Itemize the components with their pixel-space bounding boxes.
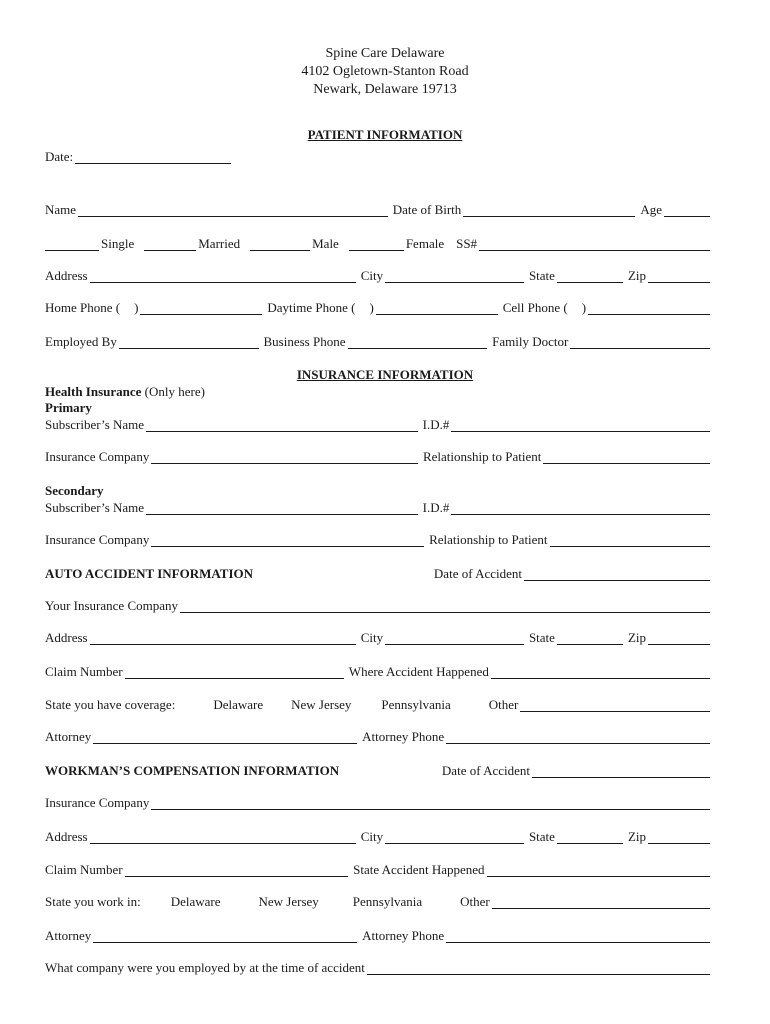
auto-where-label: Where Accident Happened xyxy=(348,664,489,679)
address-label: Address xyxy=(45,268,88,283)
workman-company-row xyxy=(45,794,712,810)
home-phone-field[interactable] xyxy=(140,302,262,315)
primary-subscriber-row xyxy=(45,416,712,432)
primary-id-label: I.D.# xyxy=(422,417,450,432)
coverage-new-jersey[interactable]: New Jersey xyxy=(291,697,352,712)
auto-claim-label: Claim Number xyxy=(45,664,123,679)
only-here-label: (Only here) xyxy=(144,384,205,399)
work-delaware[interactable]: Delaware xyxy=(170,894,221,909)
workman-attorney-field[interactable] xyxy=(93,930,357,943)
coverage-label: State you have coverage: xyxy=(45,697,176,712)
workman-company-field[interactable] xyxy=(151,797,710,810)
date-label: Date: xyxy=(45,149,74,164)
address-field[interactable] xyxy=(90,270,356,283)
ss-label: SS# xyxy=(456,236,478,251)
female-label: Female xyxy=(405,236,445,251)
practice-name: Spine Care Delaware xyxy=(325,46,445,61)
primary-label: Primary xyxy=(45,400,92,415)
auto-accident-heading: AUTO ACCIDENT INFORMATION xyxy=(45,566,254,581)
practice-street: 4102 Ogletown-Stanton Road xyxy=(301,64,469,79)
workman-date-field[interactable] xyxy=(532,765,710,778)
marital-row xyxy=(45,235,712,251)
auto-claim-field[interactable] xyxy=(125,666,344,679)
daytime-paren: ) xyxy=(369,300,374,315)
primary-relationship-label: Relationship to Patient xyxy=(422,449,542,464)
secondary-subscriber-label: Subscriber’s Name xyxy=(45,500,145,515)
state-field[interactable] xyxy=(557,270,623,283)
primary-relationship-field[interactable] xyxy=(543,451,710,464)
workman-attorney-row xyxy=(45,927,712,943)
workman-employer-row xyxy=(45,959,712,975)
auto-claim-row xyxy=(45,663,712,679)
date-row xyxy=(45,148,233,164)
secondary-id-label: I.D.# xyxy=(422,500,450,515)
workman-state-happened-field[interactable] xyxy=(487,864,710,877)
primary-id-field[interactable] xyxy=(451,419,710,432)
age-label: Age xyxy=(640,202,662,217)
family-doctor-field[interactable] xyxy=(570,336,710,349)
business-phone-field[interactable] xyxy=(348,336,488,349)
single-field[interactable] xyxy=(45,238,99,251)
auto-attorney-label: Attorney xyxy=(45,729,92,744)
dob-field[interactable] xyxy=(463,204,635,217)
cell-phone-label: Cell Phone ( xyxy=(502,300,568,315)
home-paren: ) xyxy=(134,300,139,315)
business-phone-label: Business Phone xyxy=(263,334,346,349)
name-row xyxy=(45,201,712,217)
auto-zip-field[interactable] xyxy=(648,632,710,645)
workman-employer-label: What company were you employed by at the time of accident xyxy=(45,960,365,975)
auto-date-label: Date of Accident xyxy=(433,566,522,581)
workman-zip-field[interactable] xyxy=(648,831,710,844)
workman-city-label: City xyxy=(360,829,384,844)
dob-label: Date of Birth xyxy=(392,202,462,217)
workman-state-field[interactable] xyxy=(557,831,623,844)
workman-work-state-row xyxy=(45,893,712,909)
auto-state-field[interactable] xyxy=(557,632,623,645)
single-label: Single xyxy=(101,236,135,251)
married-label: Married xyxy=(198,236,241,251)
auto-attorney-row xyxy=(45,728,712,744)
employment-row xyxy=(45,333,712,349)
secondary-company-field[interactable] xyxy=(151,534,424,547)
employed-by-label: Employed By xyxy=(45,334,117,349)
male-label: Male xyxy=(312,236,339,251)
date-field[interactable] xyxy=(75,151,231,164)
daytime-phone-label: Daytime Phone ( xyxy=(267,300,356,315)
age-field[interactable] xyxy=(664,204,710,217)
workman-attorney-phone-field[interactable] xyxy=(446,930,710,943)
work-other-label: Other xyxy=(460,894,490,909)
auto-attorney-phone-field[interactable] xyxy=(446,731,710,744)
name-label: Name xyxy=(45,202,77,217)
auto-city-label: City xyxy=(360,630,384,645)
health-insurance-heading xyxy=(45,384,205,400)
name-field[interactable] xyxy=(78,204,388,217)
male-field[interactable] xyxy=(250,238,310,251)
auto-address-label: Address xyxy=(45,630,88,645)
workman-attorney-phone-label: Attorney Phone xyxy=(362,928,445,943)
workman-employer-field[interactable] xyxy=(367,962,710,975)
workman-zip-label: Zip xyxy=(627,829,646,844)
auto-coverage-row xyxy=(45,696,712,712)
workman-claim-label: Claim Number xyxy=(45,862,123,877)
secondary-subscriber-field[interactable] xyxy=(146,502,418,515)
cell-paren: ) xyxy=(581,300,587,315)
auto-attorney-phone-label: Attorney Phone xyxy=(362,729,445,744)
city-field[interactable] xyxy=(385,270,524,283)
auto-city-field[interactable] xyxy=(385,632,524,645)
workman-address-row xyxy=(45,828,712,844)
coverage-pennsylvania[interactable]: Pennsylvania xyxy=(381,697,451,712)
primary-subscriber-label: Subscriber’s Name xyxy=(45,417,145,432)
workman-state-happened-label: State Accident Happened xyxy=(353,862,485,877)
auto-address-row xyxy=(45,629,712,645)
workman-address-label: Address xyxy=(45,829,88,844)
workman-date-label: Date of Accident xyxy=(441,763,530,778)
primary-company-label: Insurance Company xyxy=(45,449,150,464)
workman-company-label: Insurance Company xyxy=(45,795,150,810)
auto-zip-label: Zip xyxy=(627,630,646,645)
state-label: State xyxy=(528,268,555,283)
secondary-label: Secondary xyxy=(45,483,104,498)
family-doctor-label: Family Doctor xyxy=(492,334,569,349)
workman-state-label: State xyxy=(528,829,555,844)
auto-company-label: Your Insurance Company xyxy=(45,598,178,613)
secondary-company-row xyxy=(45,531,712,547)
workman-attorney-label: Attorney xyxy=(45,928,92,943)
auto-heading-row xyxy=(45,565,712,581)
secondary-relationship-label: Relationship to Patient xyxy=(429,532,548,547)
female-field[interactable] xyxy=(349,238,404,251)
address-row xyxy=(45,267,712,283)
work-other-field[interactable] xyxy=(492,896,710,909)
practice-city: Newark, Delaware 19713 xyxy=(313,82,457,97)
workman-heading: WORKMAN’S COMPENSATION INFORMATION xyxy=(45,763,340,778)
auto-date-field[interactable] xyxy=(524,568,710,581)
married-field[interactable] xyxy=(144,238,196,251)
employed-by-field[interactable] xyxy=(119,336,259,349)
workman-city-field[interactable] xyxy=(385,831,524,844)
insurance-info-heading: INSURANCE INFORMATION xyxy=(296,367,474,382)
phone-row xyxy=(45,299,712,315)
workman-claim-field[interactable] xyxy=(125,864,348,877)
coverage-delaware[interactable]: Delaware xyxy=(213,697,264,712)
health-insurance-label: Health Insurance xyxy=(45,384,142,399)
work-pennsylvania[interactable]: Pennsylvania xyxy=(352,894,423,909)
workman-address-field[interactable] xyxy=(90,831,356,844)
secondary-relationship-field[interactable] xyxy=(550,534,710,547)
workman-claim-row xyxy=(45,861,712,877)
primary-company-field[interactable] xyxy=(151,451,418,464)
coverage-other-field[interactable] xyxy=(520,699,710,712)
auto-state-label: State xyxy=(528,630,555,645)
zip-label: Zip xyxy=(627,268,646,283)
auto-attorney-field[interactable] xyxy=(93,731,357,744)
workman-heading-row xyxy=(45,762,712,778)
coverage-other-label: Other xyxy=(488,697,519,712)
daytime-phone-field[interactable] xyxy=(376,302,498,315)
auto-where-field[interactable] xyxy=(491,666,710,679)
home-phone-label: Home Phone ( xyxy=(45,300,121,315)
patient-info-heading: PATIENT INFORMATION xyxy=(307,127,463,142)
city-label: City xyxy=(360,268,384,283)
secondary-company-label: Insurance Company xyxy=(45,532,150,547)
auto-company-field[interactable] xyxy=(180,600,710,613)
work-new-jersey[interactable]: New Jersey xyxy=(258,894,319,909)
auto-company-row xyxy=(45,597,712,613)
primary-company-row xyxy=(45,448,712,464)
ss-field[interactable] xyxy=(479,238,710,251)
work-state-label: State you work in: xyxy=(45,894,141,909)
primary-subscriber-field[interactable] xyxy=(146,419,418,432)
zip-field[interactable] xyxy=(648,270,710,283)
secondary-subscriber-row xyxy=(45,499,712,515)
cell-phone-field[interactable] xyxy=(588,302,710,315)
auto-address-field[interactable] xyxy=(90,632,356,645)
secondary-id-field[interactable] xyxy=(451,502,710,515)
